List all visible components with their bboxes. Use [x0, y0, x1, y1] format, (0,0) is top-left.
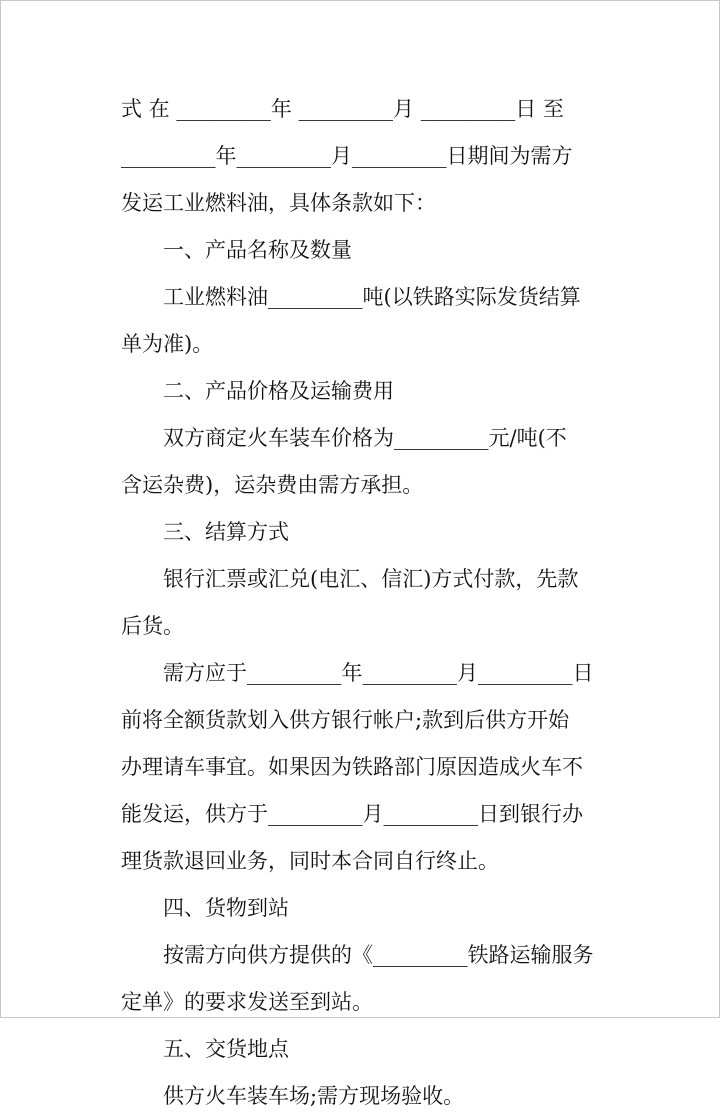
text-line: 前将全额货款划入供方银行帐户;款到后供方开始: [121, 708, 570, 732]
text-line: 发运工业燃料油，具体条款如下：: [121, 191, 436, 215]
text-line: 含运杂费)，运杂费由需方承担。: [121, 473, 424, 497]
section-heading: 五、交货地点: [163, 1037, 289, 1061]
text-line: 能发运，供方于_________月_________日到银行办: [121, 802, 583, 826]
text-line: 理货款退回业务，同时本合同自行终止。: [121, 849, 499, 873]
section-heading: 四、货物到站: [163, 896, 289, 920]
text-line: 需方应于_________年_________月_________日: [163, 661, 594, 685]
text-line: 供方火车装车场;需方现场验收。: [163, 1084, 465, 1108]
text-line: 按需方向供方提供的《_________铁路运输服务: [163, 943, 594, 967]
text-line: 单为准)。: [121, 332, 214, 356]
text-line: 银行汇票或汇兑(电汇、信汇)方式付款，先款: [163, 567, 579, 591]
text-line: 办理请车事宜。如果因为铁路部门原因造成火车不: [121, 755, 583, 779]
section-heading: 一、产品名称及数量: [163, 238, 352, 262]
section-heading: 二、产品价格及运输费用: [163, 379, 394, 403]
document-body: [121, 86, 603, 1120]
text-line: 工业燃料油_________吨(以铁路实际发货结算: [163, 285, 581, 309]
section-heading: 三、结算方式: [163, 520, 289, 544]
text-line: 式 在 _________年 _________月 _________日 至: [121, 97, 564, 121]
text-line: _________年_________月_________日期间为需方: [121, 144, 573, 168]
text-line: 后货。: [121, 614, 184, 638]
text-line: 定单》的要求发送至到站。: [121, 990, 373, 1014]
text-line: 双方商定火车装车价格为_________元/吨(不: [163, 426, 567, 450]
